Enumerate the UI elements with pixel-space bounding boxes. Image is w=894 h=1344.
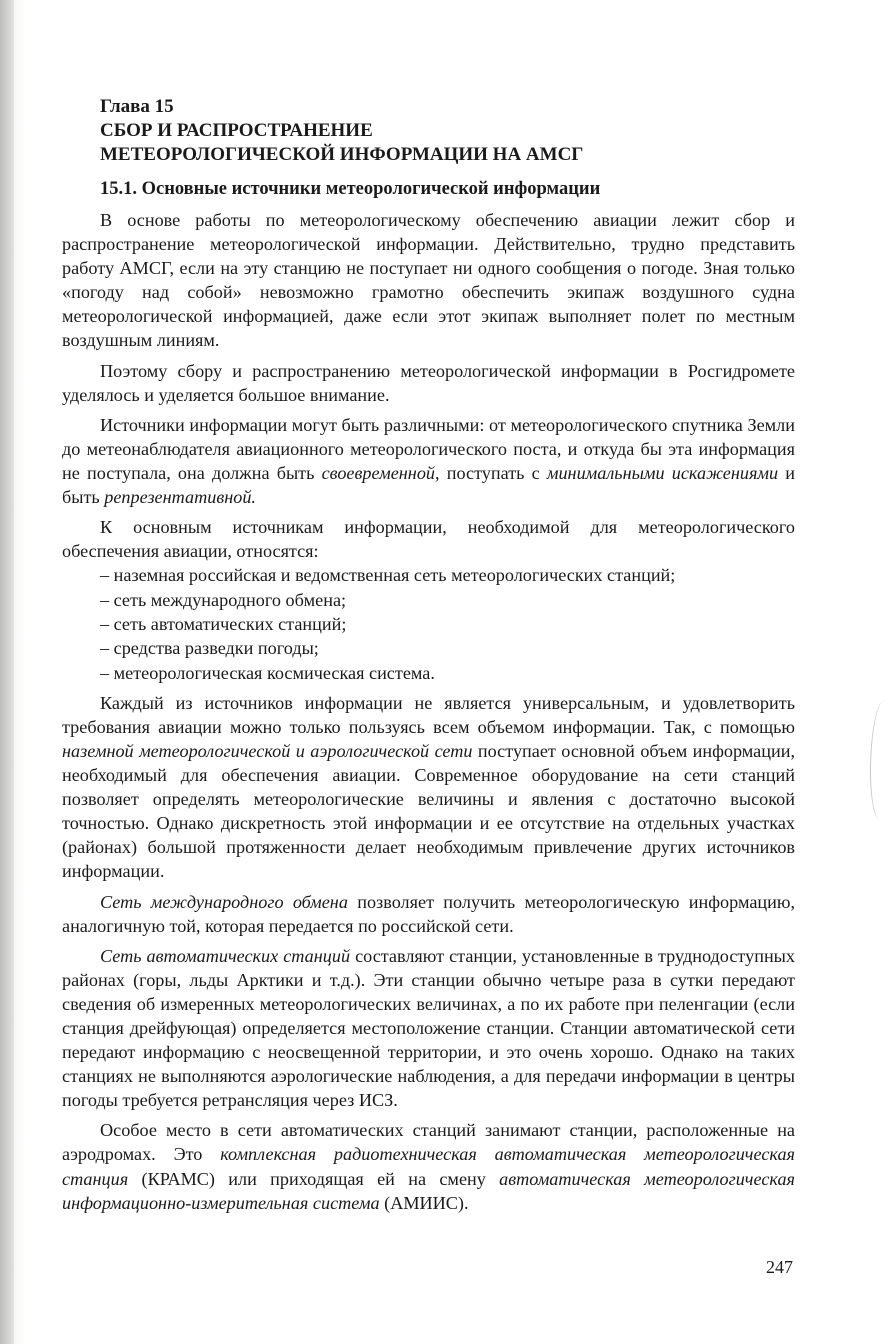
chapter-title-line-1: СБОР И РАСПРОСТРАНЕНИЕ — [100, 120, 373, 141]
paragraph-2: Поэтому сбору и распространению метеорологической информации в Росгидромете уделялось и уделяется большое внимание. — [62, 360, 795, 405]
list-item: – сеть автоматических станций; — [100, 613, 347, 634]
italic-run: минимальными искажениями — [546, 462, 779, 483]
page-content — [62, 95, 795, 1221]
text-run: поступает основной объем информации, необходимый для обеспечения авиации. Современное оборудование на сети станций позволяет определять метеорологические величины и явления с достаточно высокой точностью. Однако дискретность этой информации и ее отсутствие на отдельных участках (районах) большой протяженности делает необходимым привлечение других источников информации. — [62, 740, 795, 882]
text-run: Источники информации могут быть различными: от метеорологического спутника Земли до метеонаблюдателя авиационного метеорологического поста, и откуда бы эта информация не поступала, она должна быть — [62, 414, 795, 483]
text-run: (КРАМС) или приходящая ей на смену — [128, 1168, 500, 1189]
list-item: – средства разведки погоды; — [100, 638, 319, 659]
paragraph-3 — [62, 413, 795, 509]
paragraph-1: В основе работы по метеорологическому обеспечению авиации лежит сбор и распространение метеорологической информации. Действительно, трудно представить работу АМСГ, если на эту станцию не поступает ни одного сообщения о погоде. Зная только «погоду над собой» невозможно грамотно обеспечить экипаж воздушного судна метеорологической информацией, даже если этот экипаж выполняет полет по местным воздушным линиям. — [62, 210, 795, 351]
italic-run: наземной метеорологической и аэрологической сети — [62, 740, 473, 761]
chapter-title-line-2: МЕТЕОРОЛОГИЧЕСКОЙ ИНФОРМАЦИИ НА АМСГ — [100, 144, 584, 165]
text-run: Особое место в сети автоматических станций занимают станции, расположенные на аэродромах. Это — [62, 1120, 795, 1165]
list-item: – метеорологическая космическая система. — [100, 662, 435, 683]
text-run: , поступать с — [435, 462, 547, 483]
paragraph-7 — [62, 944, 795, 1113]
pencil-mark — [870, 700, 894, 820]
section-title: 15.1. Основные источники метеорологической информации — [100, 179, 601, 199]
paragraph-6 — [62, 890, 795, 938]
text-run: составляют станции, установленные в труднодоступных районах (горы, льды Арктики и т.д.). Эти станции обычно четыре раза в сутки передают сведения об измеренных метеорологических величинах, а по их работе при пеленгации (если станция дрейфующая) определяется местоположение станции. Станции автоматической сети передают информацию с неосвещенной территории, и это очень хорошо. Однако на таких станциях не выполняются аэрологические наблюдения, а для передачи информации в центры погоды требуется ретрансляция через ИСЗ. — [62, 945, 795, 1111]
text-run: Каждый из источников информации не является универсальным, и удовлетворить требования авиации можно только пользуясь всем объемом информации. Так, с помощью — [62, 692, 795, 737]
paragraph-4: К основным источникам информации, необходимой для метеорологического обеспечения авиации, относятся: — [62, 517, 795, 562]
page-number: 247 — [766, 1257, 793, 1277]
chapter-label: Глава 15 — [100, 96, 174, 117]
list-item: – сеть международного обмена; — [100, 589, 347, 610]
italic-run: Сеть международного обмена — [100, 891, 348, 912]
page-binding-shadow — [0, 0, 14, 1344]
text-run: позволяет получить метеорологическую информацию, аналогичную той, которая передается по российской сети. — [62, 891, 795, 936]
paragraph-8 — [62, 1118, 795, 1214]
italic-run: репрезентативной. — [104, 487, 256, 508]
italic-run: автоматическая метеорологическая информационно-измерительная система — [62, 1168, 795, 1213]
list-item: – наземная российская и ведомственная сеть метеорологических станций; — [100, 565, 676, 586]
italic-run: своевременной — [321, 462, 436, 483]
paragraph-5 — [62, 691, 795, 884]
italic-run: Сеть автоматических станций — [100, 945, 351, 966]
sources-list — [62, 563, 795, 684]
italic-run: комплексная радиотехническая автоматическая метеорологическая станция — [62, 1144, 795, 1189]
text-run: (АМИИС). — [379, 1192, 469, 1213]
text-run: и быть — [62, 462, 796, 508]
